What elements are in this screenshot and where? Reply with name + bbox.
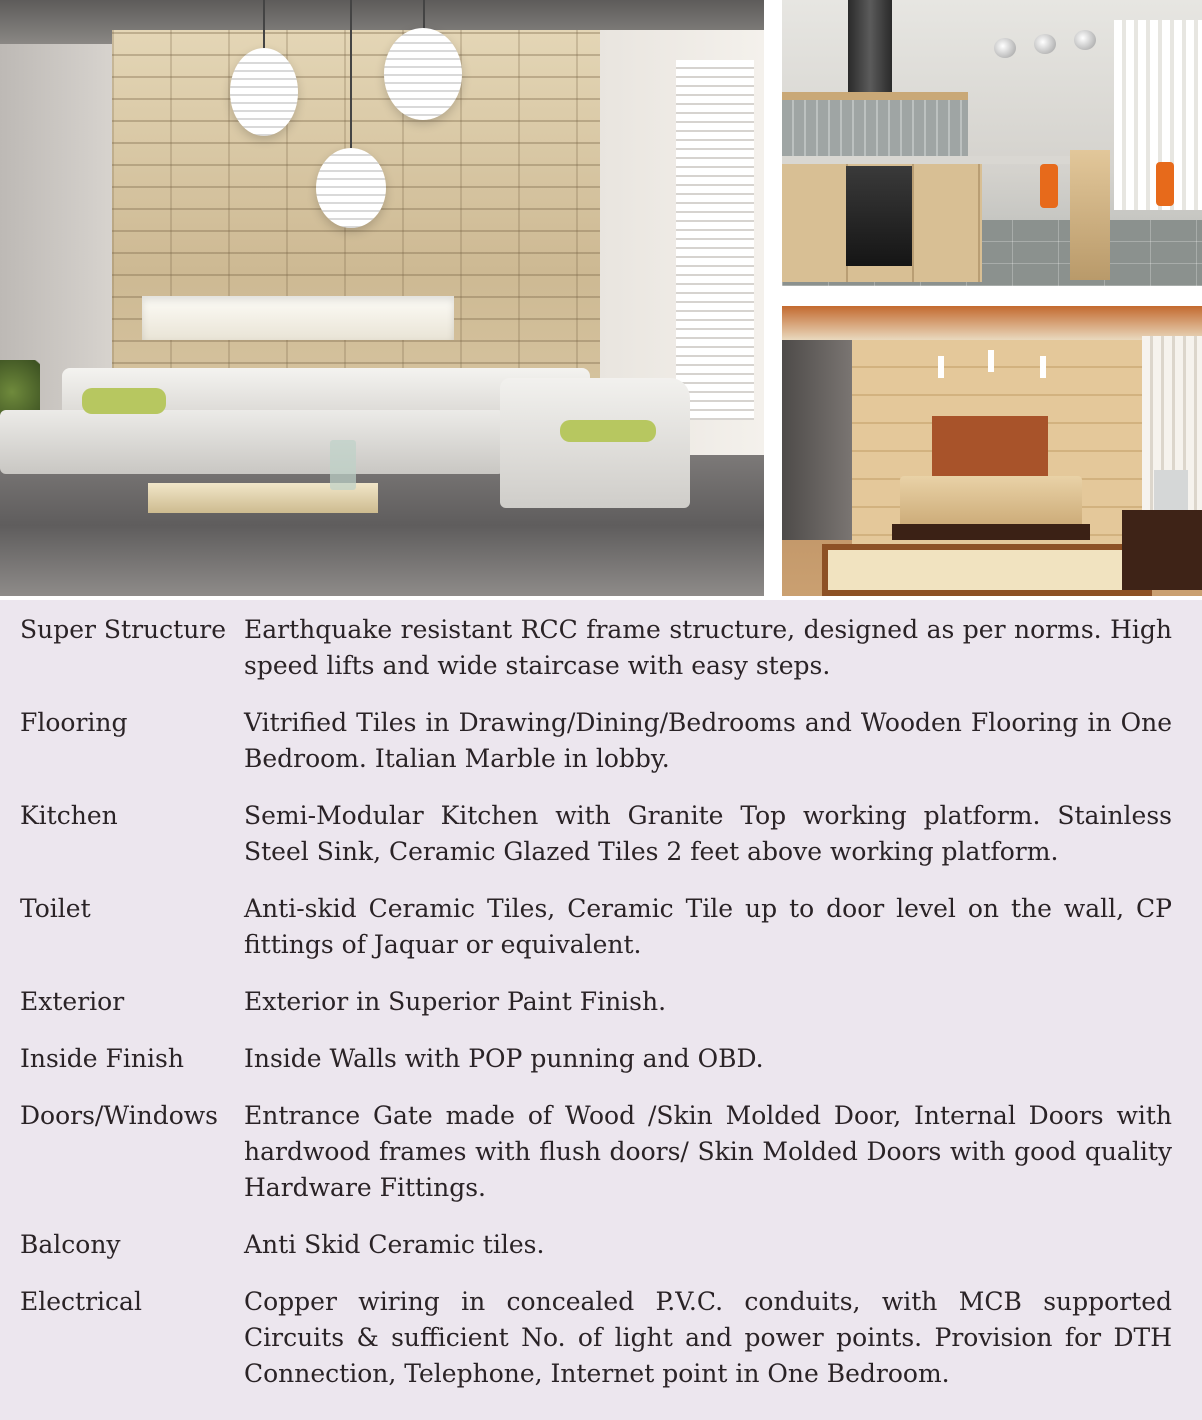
spec-description: Anti Skid Ceramic tiles. [244,1230,545,1259]
sofa-chaise [500,378,690,508]
photo-collage [0,0,1202,600]
window-blinds [676,60,754,420]
spec-row-balcony [20,1227,1172,1263]
spec-description: Entrance Gate made of Wood /Skin Molded Door, Internal Doors with hardwood frames with flush doors/ Skin Molded Doors with good quality Hardware Fittings. [244,1101,1172,1202]
pendant-light [1074,30,1096,50]
counter-top [782,156,1082,164]
spec-row-toilet [20,891,1172,963]
tv-cabinet [1122,510,1202,590]
spec-description: Earthquake resistant RCC frame structure, designed as per norms. High speed lifts and wide staircase with easy steps. [244,615,1172,680]
spec-row-inside-finish [20,1041,1172,1077]
spec-description: Anti-skid Ceramic Tiles, Ceramic Tile up to door level on the wall, CP fittings of Jaquar or equivalent. [244,894,1172,959]
vase [330,440,356,490]
spec-row-flooring [20,705,1172,777]
pendant-light [1034,34,1056,54]
pendant-light [994,38,1016,58]
spec-description: Copper wiring in concealed P.V.C. conduits, with MCB supported Circuits & sufficient No. of light and power points. Provision for DTH Connection, Telephone, Internet point in One Bedroom. [244,1287,1172,1388]
spec-description: Vitrified Tiles in Drawing/Dining/Bedrooms and Wooden Flooring in One Bedroom. Italian Marble in lobby. [244,708,1172,773]
spec-row-electrical [20,1284,1172,1392]
spec-label: Toilet [20,894,91,923]
spec-row-kitchen [20,798,1172,870]
shelf [782,92,968,100]
spec-label: Kitchen [20,801,118,830]
spec-row-doors-windows [20,1098,1172,1206]
kitchen-photo [782,0,1202,286]
pendant-lamp [316,148,386,228]
spec-label: Doors/Windows [20,1101,218,1130]
spec-description: Semi-Modular Kitchen with Granite Top working platform. Stainless Steel Sink, Ceramic Glazed Tiles 2 feet above working platform. [244,801,1172,866]
sofa-seat [0,410,504,474]
spec-description: Inside Walls with POP punning and OBD. [244,1044,764,1073]
specification-list [20,612,1172,1413]
cushion [560,420,656,442]
television [1154,470,1188,510]
chair [1156,162,1174,206]
ceiling [782,306,1202,340]
living-room-photo [0,0,764,596]
spec-label: Balcony [20,1230,121,1259]
pendant-lamp [230,48,298,136]
spec-label: Flooring [20,708,128,737]
bedroom-photo [782,306,1202,596]
left-wall [782,340,852,540]
bed-base [892,524,1090,540]
chimney-hood [848,0,892,100]
spec-label: Super Structure [20,615,227,644]
spec-label: Inside Finish [20,1044,184,1073]
rug [822,544,1152,596]
cushion [82,388,166,414]
spec-label: Exterior [20,987,125,1016]
pendant-lamp [384,28,462,120]
oven [846,166,912,266]
tiled-backsplash [782,100,968,156]
lamp-cord [350,0,352,152]
wall-niche [142,296,454,340]
pendant-light [938,356,944,378]
spec-row-super-structure [20,612,1172,684]
bar-chair [1040,164,1058,208]
bed [900,476,1082,530]
breakfast-bar [1070,150,1110,280]
spec-label: Electrical [20,1287,142,1316]
pendant-light [988,350,994,372]
spec-description: Exterior in Superior Paint Finish. [244,987,667,1016]
spec-row-exterior [20,984,1172,1020]
pendant-light [1040,356,1046,378]
